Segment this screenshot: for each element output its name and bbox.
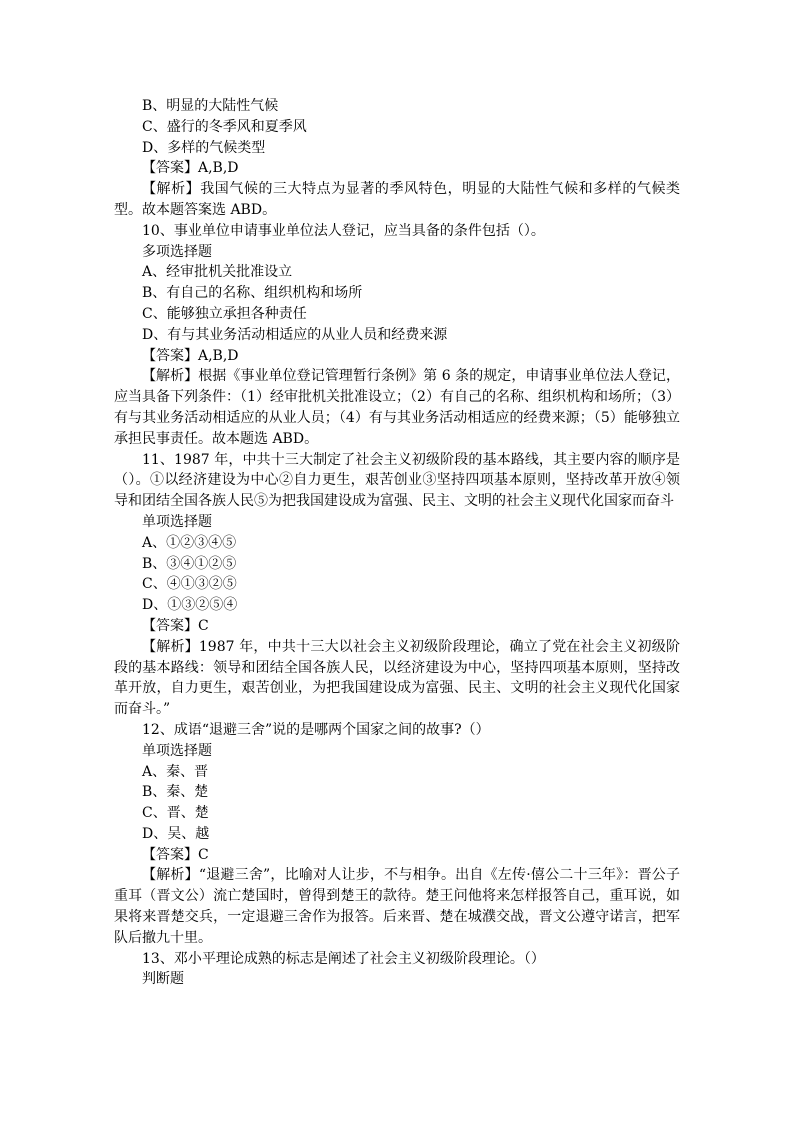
q11-option-b: B、③④①②⑤ (142, 555, 237, 572)
q13-stem: 13、邓小平理论成熟的标志是阐述了社会主义初级阶段理论。（） (142, 950, 545, 967)
q9-option-d: D、多样的气候类型 (142, 139, 266, 156)
q11-answer: 【答案】C (142, 617, 209, 634)
q10-answer: 【答案】A,B,D (142, 347, 239, 364)
q11-option-a: A、①②③④⑤ (142, 534, 237, 551)
q11-analysis: 【解析】1987 年，中共十三大以社会主义初级阶段理论，确立了党在社会主义初级阶段的基本路线：领导和团结全国各族人民，以经济建设为中心，坚持四项基本原则，坚持改革开放，自力更生，艰苦创业，为把我国建设成为富强、民主、文明的社会主义现代化国家而奋斗。” (114, 638, 680, 718)
q12-option-b: B、秦、楚 (142, 784, 209, 801)
q9-analysis: 【解析】我国气候的三大特点为显著的季风特色，明显的大陆性气候和多样的气候类型。故本题答案选 ABD。 (114, 181, 680, 218)
q11-stem: 11、1987 年，中共十三大制定了社会主义初级阶段的基本路线，其主要内容的顺序是（）。①以经济建设为中心②自力更生，艰苦创业③坚持四项基本原则，坚持改革开放④领导和团结全国各族人民⑤为把我国建设成为富强、民主、文明的社会主义现代化国家而奋斗 (114, 451, 680, 510)
q10-option-d: D、有与其业务活动相适应的从业人员和经费来源 (142, 326, 448, 343)
q12-stem: 12、成语“退避三舍”说的是哪两个国家之间的故事?（） (142, 721, 490, 738)
q12-option-a: A、秦、晋 (142, 763, 209, 780)
q12-type: 单项选择题 (142, 742, 212, 759)
q11-type: 单项选择题 (142, 513, 212, 530)
q10-option-c: C、能够独立承担各种责任 (142, 305, 307, 322)
q12-option-d: D、吴、越 (142, 825, 210, 842)
q9-option-c: C、盛行的冬季风和夏季风 (142, 118, 307, 135)
q11-option-d: D、①③②⑤④ (142, 597, 238, 614)
q10-option-a: A、经审批机关批准设立 (142, 264, 293, 281)
q12-analysis: 【解析】“退避三舍”，比喻对人让步，不与相争。出自《左传·僖公二十三年》：晋公子重耳（晋文公）流亡楚国时，曾得到楚王的款待。楚王问他将来怎样报答自己，重耳说，如果将来晋楚交兵，一定退避三舍作为报答。后来晋、楚在城濮交战，晋文公遵守诺言，把军队后撤九十里。 (114, 867, 680, 946)
q10-analysis: 【解析】根据《事业单位登记管理暂行条例》第 6 条的规定，申请事业单位法人登记，应当具备下列条件：（1）经审批机关批准设立；（2）有自己的名称、组织机构和场所；（3）有与其业务活动相适应的从业人员；（4）有与其业务活动相适应的经费来源；（5）能够独立承担民事责任。故本题选 ABD。 (114, 368, 680, 447)
q9-answer: 【答案】A,B,D (142, 160, 239, 177)
q13-type: 判断题 (142, 971, 184, 988)
q12-option-c: C、晋、楚 (142, 805, 209, 822)
q12-answer: 【答案】C (142, 846, 209, 863)
q9-option-b: B、明显的大陆性气候 (142, 98, 279, 114)
q10-option-b: B、有自己的名称、组织机构和场所 (142, 285, 363, 302)
q11-option-c: C、④①③②⑤ (142, 576, 237, 593)
q10-stem: 10、事业单位申请事业单位法人登记，应当具备的条件包括（）。 (142, 222, 545, 239)
document-page (114, 96, 680, 990)
q10-type: 多项选择题 (142, 243, 212, 260)
